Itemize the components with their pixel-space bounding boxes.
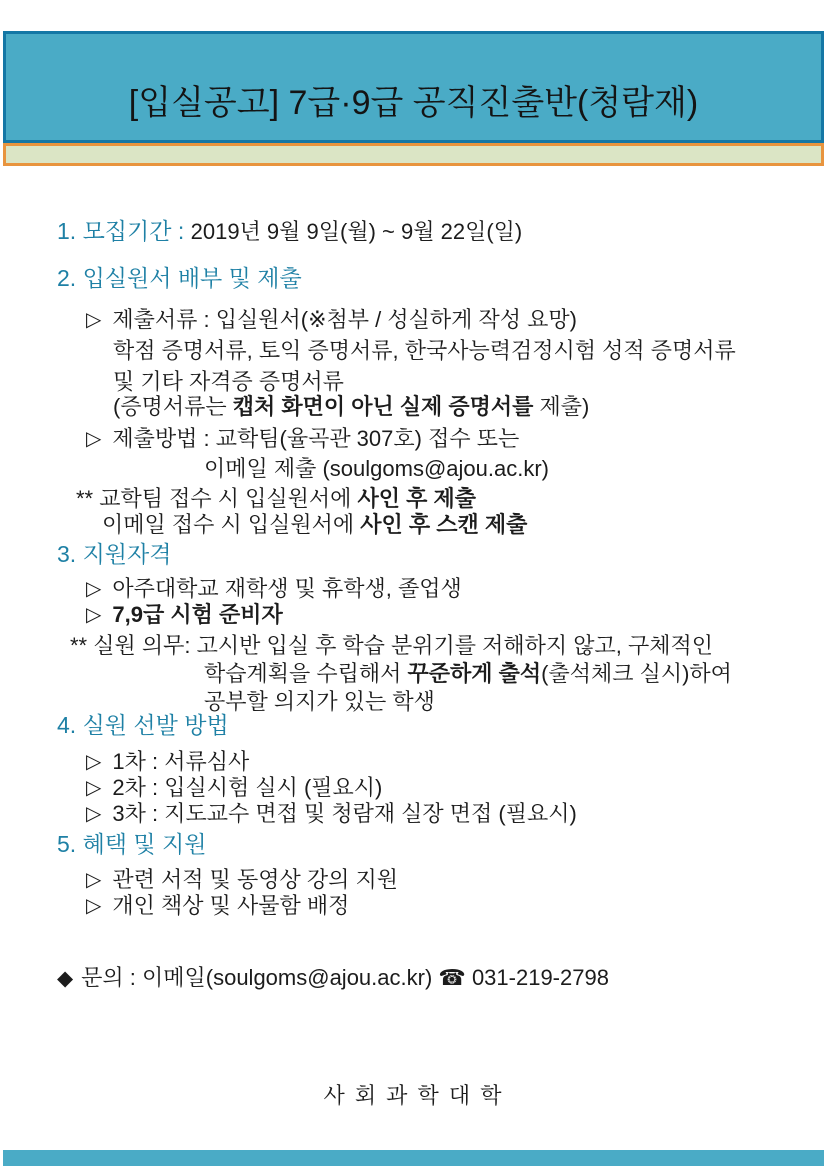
selection-item-1 [86,748,249,777]
triangle-bullet-icon: ▷ [86,604,102,626]
duty-line-2-bold: 꾸준하게 출석 [407,661,542,686]
duty-line-2-pre: 학습계획을 수립해서 [204,661,408,686]
duty-line-2-post: (출석체크 실시)하여 [541,661,732,686]
accent-stripe [3,143,824,166]
eligibility-item-2-text: 7,9급 시험 준비자 [112,602,283,627]
docs-line-4-bold: 캡처 화면이 아닌 실제 증명서를 [232,394,534,419]
bottom-accent-bar [3,1150,824,1166]
submission-note-1 [76,485,476,512]
eligibility-item-1-text: 아주대학교 재학생 및 휴학생, 졸업생 [112,576,462,601]
triangle-bullet-icon: ▷ [86,803,102,825]
duty-line-1: ** 실원 의무: 고시반 입실 후 학습 분위기를 저해하지 않고, 구체적인 [70,633,714,658]
section-heading-selection: 4. 실원 선발 방법 [57,712,229,738]
method-line-1 [86,425,519,454]
triangle-bullet-icon: ▷ [86,777,102,799]
phone-icon: ☎ [438,965,466,990]
duty-line-2 [204,660,732,687]
submission-note-1-pre: ** 교학팀 접수 시 입실원서에 [76,486,358,511]
eligibility-item-1 [86,575,462,604]
benefits-item-1-text: 관련 서적 및 동영상 강의 지원 [112,867,398,892]
selection-item-3 [86,800,577,829]
selection-item-2 [86,774,382,803]
section-heading-eligibility: 3. 지원자격 [57,541,172,567]
duty-line-3: 공부할 의지가 있는 학생 [204,689,435,714]
submission-note-2 [102,511,527,538]
method-line-1-text: 제출방법 : 교학팀(율곡관 307호) 접수 또는 [112,426,520,451]
docs-line-1 [86,306,577,335]
docs-line-1-text: 제출서류 : 입실원서(※첨부 / 성실하게 작성 요망) [112,307,577,332]
benefits-item-2-text: 개인 책상 및 사물함 배정 [112,893,350,918]
selection-item-1-text: 1차 : 서류심사 [112,749,250,774]
triangle-bullet-icon: ▷ [86,309,102,331]
diamond-icon: ◆ [57,967,74,990]
recruit-period-line [57,218,522,245]
page-title: [입실공고] 7급·9급 공직진출반(청람재) [128,83,699,122]
benefits-item-1 [86,866,398,895]
recruit-period-value: 2019년 9월 9일(월) ~ 9월 22일(일) [190,219,523,244]
docs-line-4-post: 제출) [533,394,590,419]
triangle-bullet-icon: ▷ [86,869,102,891]
selection-item-3-text: 3차 : 지도교수 면접 및 청람재 실장 면접 (필요시) [112,801,577,826]
contact-text: 문의 : 이메일(soulgoms@ajou.ac.kr) [81,965,433,990]
section-heading-submission: 2. 입실원서 배부 및 제출 [57,265,302,291]
method-line-2: 이메일 제출 (soulgoms@ajou.ac.kr) [204,456,550,481]
section-heading-benefits: 5. 혜택 및 지원 [57,831,207,857]
contact-line [57,964,609,992]
triangle-bullet-icon: ▷ [86,428,102,450]
footer-college-name: 사 회 과 학 대 학 [323,1083,504,1108]
contact-phone: 031-219-2798 [471,965,609,990]
triangle-bullet-icon: ▷ [86,895,102,917]
eligibility-item-2 [86,601,283,630]
docs-line-3: 및 기타 자격증 증명서류 [113,369,344,394]
docs-line-4-pre: (증명서류는 [113,394,233,419]
title-banner [3,31,824,143]
submission-note-2-bold: 사인 후 스캔 제출 [360,512,528,537]
recruit-period-label: 1. 모집기간 : [57,218,191,244]
benefits-item-2 [86,892,349,921]
submission-note-2-pre: 이메일 접수 시 입실원서에 [102,512,361,537]
docs-line-4 [113,393,589,420]
triangle-bullet-icon: ▷ [86,751,102,773]
submission-note-1-bold: 사인 후 제출 [357,486,476,511]
triangle-bullet-icon: ▷ [86,578,102,600]
selection-item-2-text: 2차 : 입실시험 실시 (필요시) [112,775,383,800]
docs-line-2: 학점 증명서류, 토익 증명서류, 한국사능력검정시험 성적 증명서류 [113,338,736,363]
